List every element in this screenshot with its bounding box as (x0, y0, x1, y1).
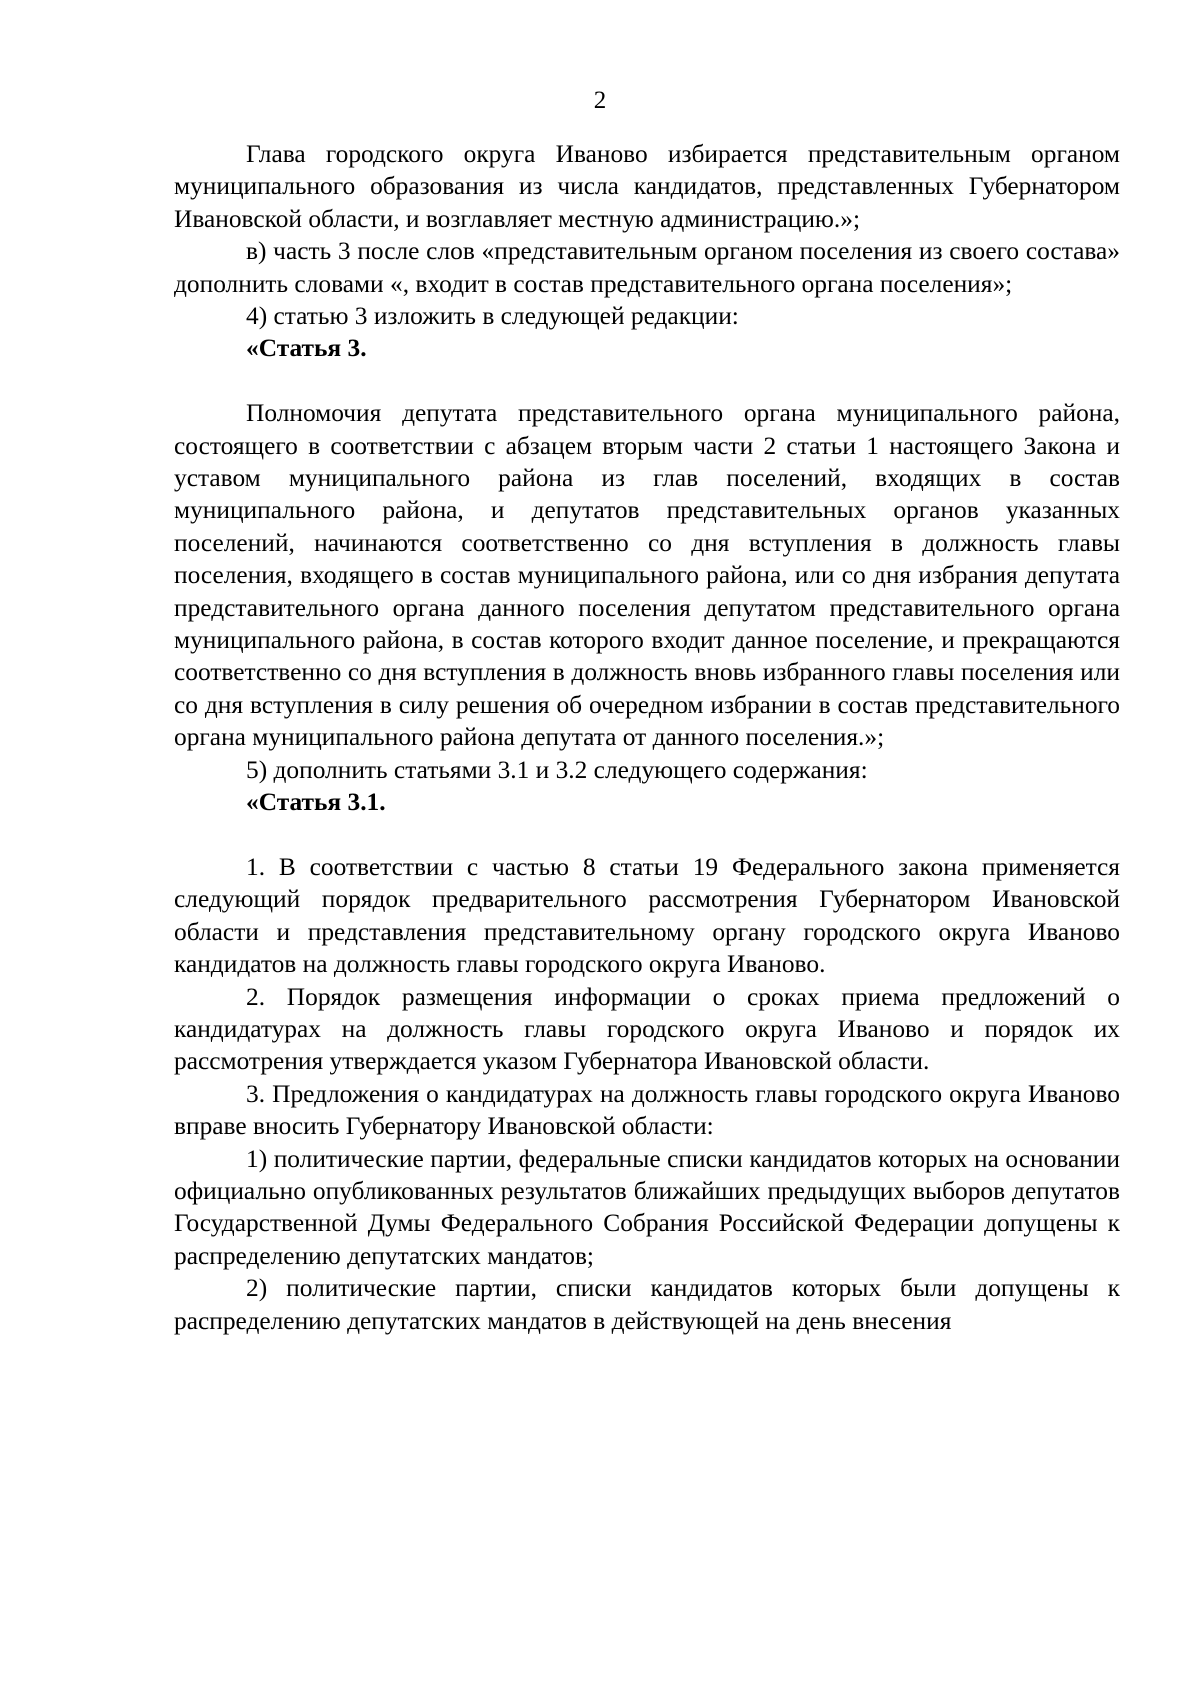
page-number: 2 (593, 87, 607, 114)
paragraph-list-item-1: 1) политические партии, федеральные списки кандидатов которых на основании официально опубликованных результатов ближайших предыдущих выборов депутатов Государственной Думы Федерального Собрания Российской Федерации допущены к распределению депутатских мандатов; (174, 1144, 1120, 1270)
paragraph-article-3-1-part-1: 1. В соответствии с частью 8 статьи 19 Федерального закона применяется следующий порядок предварительного рассмотрения Губернатором Ивановской области и представления представительному органу городского округа Иваново кандидатов на должность главы городского округа Иваново. (174, 852, 1120, 979)
paragraph-amendment-v: в) часть 3 после слов «представительным органом поселения из своего состава» дополнить словами «, входит в состав представительного органа поселения»; (174, 237, 1120, 298)
paragraph-amendment-4: 4) статью 3 изложить в следующей редакции: (246, 302, 739, 331)
article-3-heading: «Статья 3. (246, 334, 367, 363)
paragraph-amendment-5: 5) дополнить статьями 3.1 и 3.2 следующего содержания: (246, 755, 868, 784)
paragraph-list-item-2: 2) политические партии, списки кандидатов которых были допущены к распределению депутатских мандатов в действующей на день внесения (174, 1274, 1120, 1335)
paragraph-head-election: Глава городского округа Иваново избирается представительным органом муниципального образования из числа кандидатов, представленных Губернатором Ивановской области, и возглавляет местную администрацию.»; (174, 140, 1120, 233)
paragraph-article-3-text: Полномочия депутата представительного органа муниципального района, состоящего в соответствии с абзацем вторым части 2 статьи 1 настоящего Закона и уставом муниципального района из глав поселений, входящих в состав муниципального района, и депутатов представительных органов указанных поселений, начинаются соответственно со дня вступления в должность главы поселения, входящего в состав муниципального района, или со дня избрания депутата представительного органа данного поселения депутатом представительного органа муниципального района, в состав которого входит данное поселение, и прекращаются соответственно со дня вступления в должность вновь избранного главы поселения или со дня вступления в силу решения об очередном избрании в состав представительного органа муниципального района депутата от данного поселения.»; (174, 399, 1120, 752)
paragraph-article-3-1-part-2: 2. Порядок размещения информации о сроках приема предложений о кандидатурах на должность главы городского округа Иваново и порядок их рассмотрения утверждается указом Губернатора Ивановской области. (174, 982, 1120, 1076)
paragraph-article-3-1-part-3: 3. Предложения о кандидатурах на должность главы городского округа Иваново вправе вносить Губернатору Ивановской области: (174, 1079, 1120, 1141)
article-3-1-heading: «Статья 3.1. (246, 788, 386, 817)
document-body (174, 138, 1120, 1337)
